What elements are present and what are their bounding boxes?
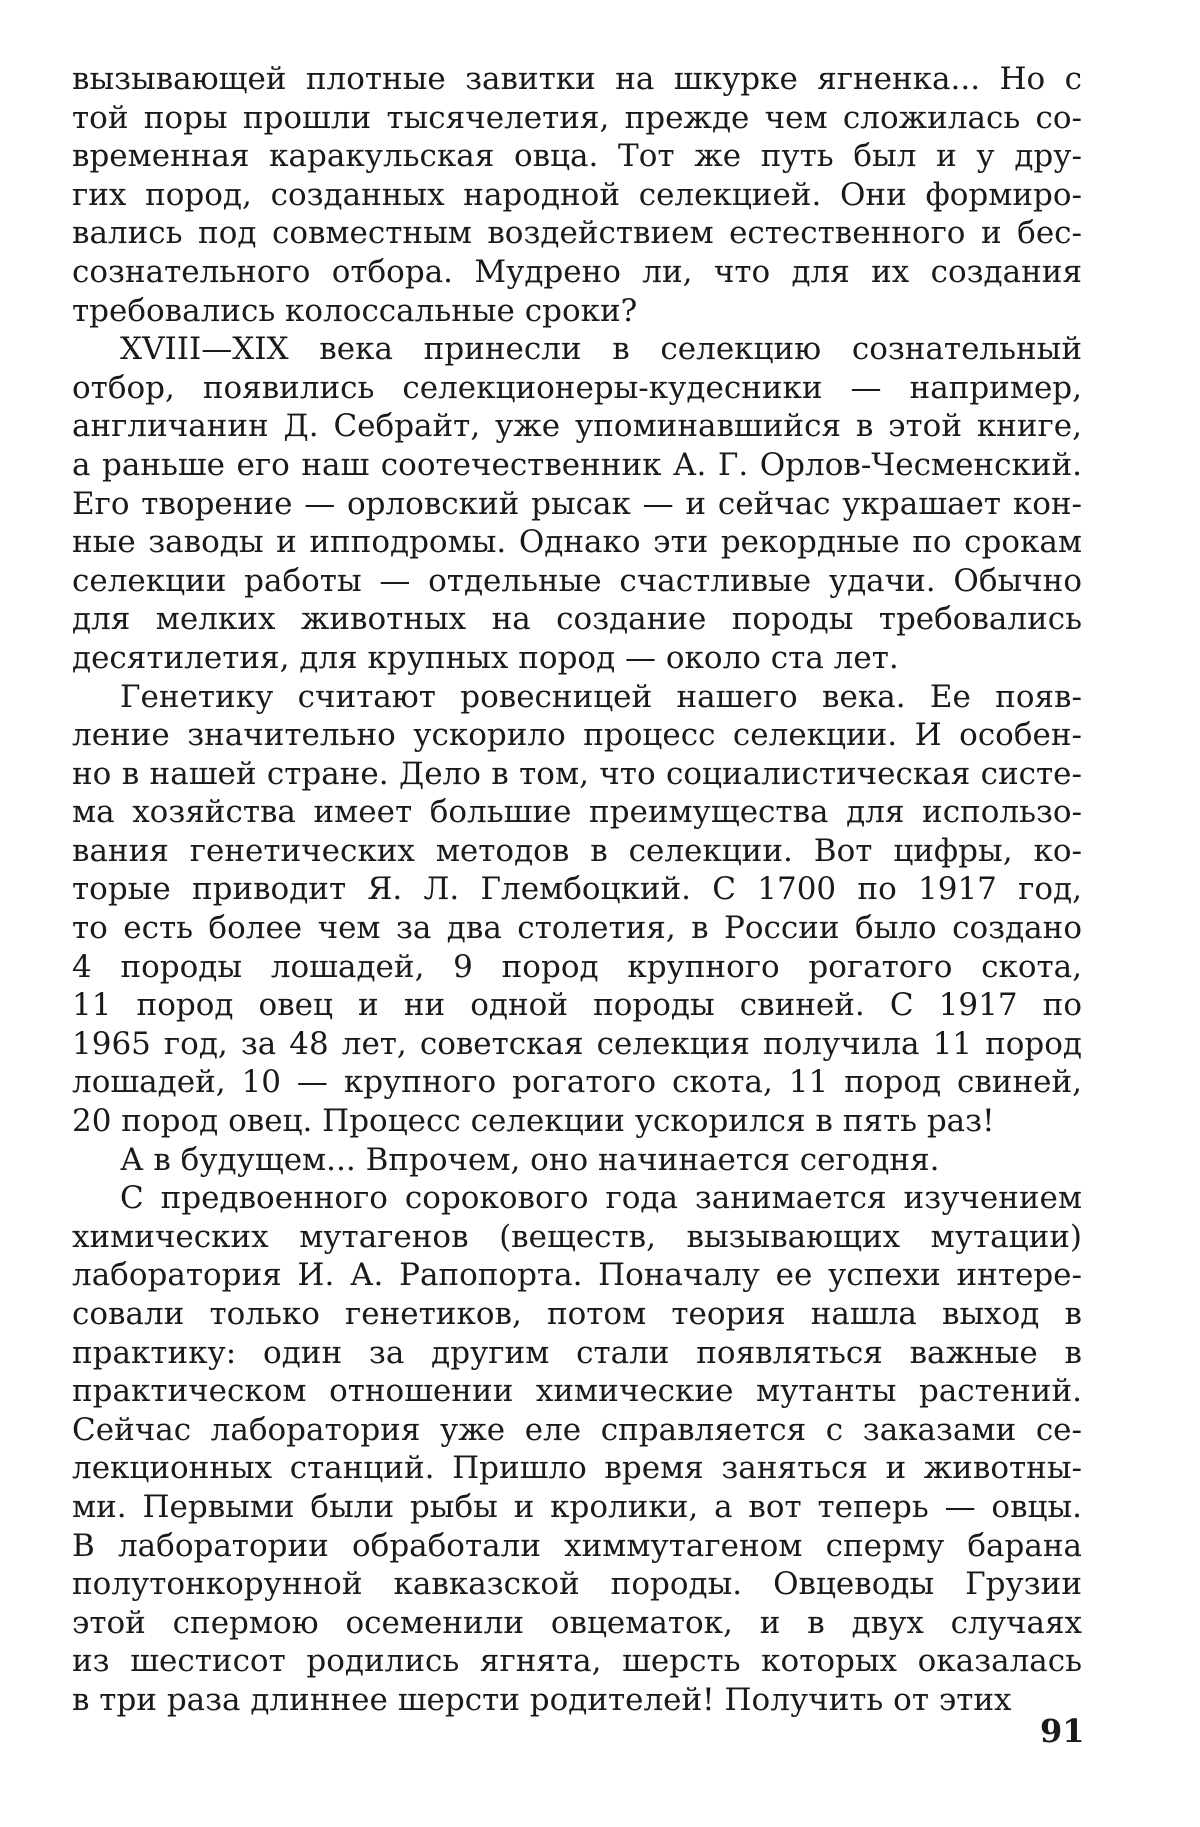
text-line: временная каракульская овца. Тот же путь был и у дру-	[72, 138, 1082, 175]
text-line: ми. Первыми были рыбы и кролики, а вот теперь — овцы.	[72, 1488, 1082, 1525]
text-line: ление значительно ускорило процесс селекции. И особен-	[72, 717, 1082, 754]
paragraph	[72, 330, 1082, 677]
text-line: для мелких животных на создание породы требовались	[72, 601, 1082, 638]
paragraph	[72, 1141, 1082, 1180]
text-line: англичанин Д. Себрайт, уже упоминавшийся в этой книге,	[72, 408, 1082, 445]
text-line: 4 породы лошадей, 9 пород крупного рогатого скота,	[72, 948, 1082, 985]
text-line: в три раза длиннее шерсти родителей! Получить от этих	[72, 1681, 1012, 1718]
text-line: гих пород, созданных народной селекцией. Они формиро-	[72, 176, 1082, 213]
text-line: лекционных станций. Пришло время заняться и животны-	[72, 1450, 1082, 1487]
text-line: ные заводы и ипподромы. Однако эти рекордные по срокам	[72, 524, 1082, 561]
text-line: но в нашей стране. Дело в том, что социалистическая систе-	[72, 755, 1082, 792]
text-line: А в будущем... Впрочем, оно начинается сегодня.	[120, 1141, 940, 1178]
paragraph	[72, 60, 1082, 330]
paragraph	[72, 1179, 1082, 1719]
text-line: требовались колоссальные сроки?	[72, 292, 638, 329]
text-line: сознательного отбора. Мудрено ли, что для их создания	[72, 253, 1082, 290]
text-line: торые приводит Я. Л. Глембоцкий. С 1700 по 1917 год,	[72, 871, 1082, 908]
body-text	[72, 60, 1082, 1720]
text-line: Сейчас лаборатория уже еле справляется с заказами се-	[72, 1411, 1082, 1448]
text-line: то есть более чем за два столетия, в России было создано	[72, 910, 1082, 947]
text-line: из шестисот родились ягнята, шерсть которых оказалась	[72, 1643, 1082, 1680]
text-line: вызывающей плотные завитки на шкурке ягненка... Но с	[72, 61, 1082, 97]
text-line: вания генетических методов в селекции. Вот цифры, ко-	[72, 832, 1082, 869]
text-line: вались под совместным воздействием естественного и бес-	[72, 215, 1082, 252]
text-line: 1965 год, за 48 лет, советская селекция получила 11 пород	[72, 1025, 1082, 1062]
text-line: лаборатория И. А. Рапопорта. Поначалу ее успехи интере-	[72, 1257, 1082, 1294]
text-line: С предвоенного сорокового года занимается изучением	[120, 1180, 1082, 1217]
text-line: отбор, появились селекционеры-кудесники — например,	[72, 369, 1082, 406]
text-line: ма хозяйства имеет большие преимущества для использо-	[72, 794, 1082, 831]
text-line: практику: один за другим стали появляться важные в	[72, 1334, 1082, 1371]
text-line: 11 пород овец и ни одной породы свиней. С 1917 по	[72, 987, 1082, 1024]
text-line: Генетику считают ровесницей нашего века. Ее появ-	[120, 678, 1082, 715]
text-line: селекции работы — отдельные счастливые удачи. Обычно	[72, 562, 1082, 599]
paragraph	[72, 678, 1082, 1141]
text-line: полутонкорунной кавказской породы. Овцеводы Грузии	[72, 1566, 1082, 1603]
text-line: Его творение — орловский рысак — и сейчас украшает кон-	[72, 485, 1082, 522]
text-line: совали только генетиков, потом теория нашла выход в	[72, 1296, 1082, 1332]
text-line: 20 пород овец. Процесс селекции ускорился в пять раз!	[72, 1103, 995, 1140]
text-line: а раньше его наш соотечественник А. Г. Орлов-Чесменский.	[72, 446, 1082, 483]
text-line: XVIII—XIX века принесли в селекцию сознательный	[120, 331, 1082, 368]
text-line: той поры прошли тысячелетия, прежде чем сложилась со-	[72, 99, 1082, 136]
text-line: лошадей, 10 — крупного рогатого скота, 11 пород свиней,	[72, 1064, 1082, 1101]
text-line: практическом отношении химические мутанты растений.	[72, 1373, 1082, 1410]
text-line: химических мутагенов (веществ, вызывающих мутации)	[72, 1218, 1082, 1255]
text-line: этой спермою осеменили овцематок, и в двух случаях	[72, 1604, 1082, 1641]
text-line: десятилетия, для крупных пород — около ста лет.	[72, 639, 899, 676]
text-line: В лаборатории обработали химмутагеном сперму барана	[72, 1527, 1082, 1564]
page-number: 91	[1040, 1712, 1085, 1750]
